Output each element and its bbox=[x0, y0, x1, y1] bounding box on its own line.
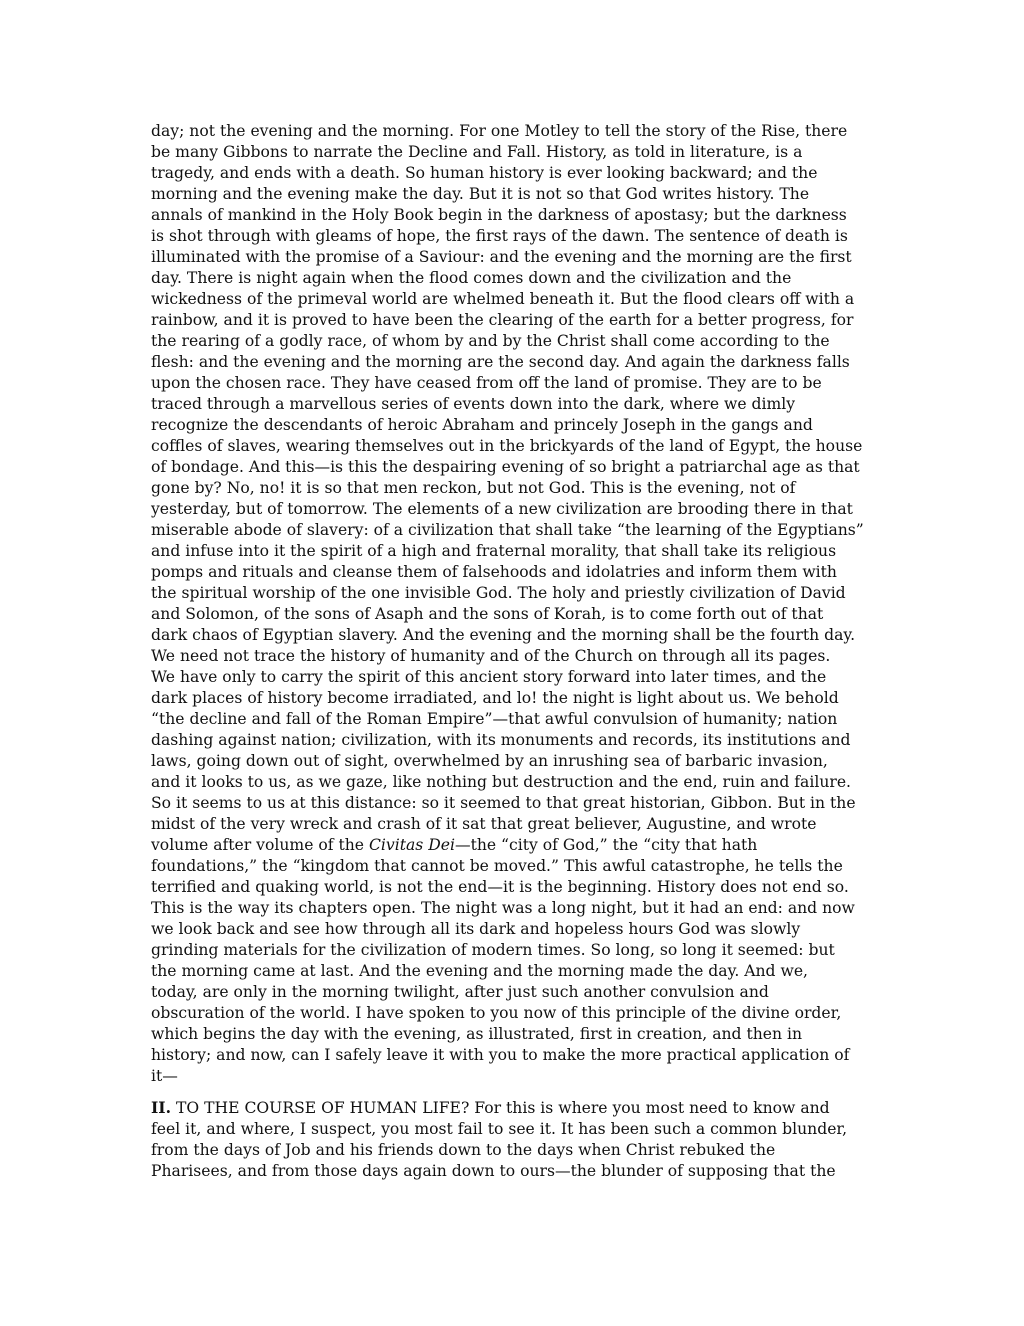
text-line: dark places of history become irradiated, and lo! the night is light about us. We behold bbox=[151, 689, 839, 707]
text-line: of bondage. And this—is this the despairing evening of so bright a patriarchal age as that bbox=[151, 458, 860, 476]
text-line: foundations,” the “kingdom that cannot be moved.” This awful catastrophe, he tells the bbox=[151, 857, 843, 875]
text-line: and infuse into it the spirit of a high and fraternal morality, that shall take its religious bbox=[151, 542, 837, 560]
text-line: the morning came at last. And the evening and the morning made the day. And we, bbox=[151, 962, 809, 980]
text-line: wickedness of the primeval world are whelmed beneath it. But the flood clears off with a bbox=[151, 290, 855, 308]
text-line: This is the way its chapters open. The night was a long night, but it had an end: and now bbox=[151, 899, 855, 917]
paragraph-section-ii bbox=[151, 1097, 879, 1182]
section-number: II. bbox=[151, 1098, 172, 1117]
text-line: we look back and see how through all its dark and hopeless hours God was slowly bbox=[151, 920, 801, 938]
text-line: and it looks to us, as we gaze, like nothing but destruction and the end, ruin and failure. bbox=[151, 773, 852, 791]
text-line: the spiritual worship of the one invisible God. The holy and priestly civilization of David bbox=[151, 584, 846, 602]
text-line: the rearing of a godly race, of whom by and by the Christ shall come according to the bbox=[151, 332, 830, 350]
text-line: pomps and rituals and cleanse them of falsehoods and idolatries and inform them with bbox=[151, 563, 837, 581]
text-line: So it seems to us at this distance: so it seemed to that great historian, Gibbon. But in the bbox=[151, 794, 856, 812]
text-line: recognize the descendants of heroic Abraham and princely Joseph in the gangs and bbox=[151, 416, 813, 434]
text-line: coffles of slaves, wearing themselves out in the brickyards of the land of Egypt, the house bbox=[151, 437, 863, 455]
text-line: rainbow, and it is proved to have been the clearing of the earth for a better progress, for bbox=[151, 311, 854, 329]
text-line: morning and the evening make the day. But it is not so that God writes history. The bbox=[151, 185, 810, 203]
text-line: feel it, and where, I suspect, you most fail to see it. It has been such a common blunder, bbox=[151, 1120, 848, 1138]
text-line: miserable abode of slavery: of a civilization that shall take “the learning of the Egyptians” bbox=[151, 521, 864, 539]
text-line: day; not the evening and the morning. For one Motley to tell the story of the Rise, there bbox=[151, 122, 848, 140]
text-line: We need not trace the history of humanity and of the Church on through all its pages. bbox=[151, 647, 831, 665]
text-line: “the decline and fall of the Roman Empire”—that awful convulsion of humanity; nation bbox=[151, 710, 838, 728]
text-line: which begins the day with the evening, as illustrated, first in creation, and then in bbox=[151, 1025, 803, 1043]
text-line: dashing against nation; civilization, with its monuments and records, its institutions and bbox=[151, 731, 851, 749]
italic-title-civitas-dei: Civitas Dei bbox=[369, 836, 455, 854]
text-line: gone by? No, no! it is so that men reckon, but not God. This is the evening, not of bbox=[151, 479, 796, 497]
document-page bbox=[151, 121, 879, 1182]
text-line: obscuration of the world. I have spoken to you now of this principle of the divine order, bbox=[151, 1004, 842, 1022]
text-line: terrified and quaking world, is not the end—it is the beginning. History does not end so. bbox=[151, 878, 849, 896]
text-segment: TO THE COURSE OF HUMAN LIFE? For this is where you most need to know and bbox=[171, 1099, 830, 1117]
text-line: is shot through with gleams of hope, the first rays of the dawn. The sentence of death is bbox=[151, 227, 848, 245]
text-segment: volume after volume of the bbox=[151, 836, 369, 854]
text-line-with-italic bbox=[151, 835, 879, 856]
text-segment: —the “city of God,” the “city that hath bbox=[454, 836, 758, 854]
text-line: it— bbox=[151, 1067, 178, 1085]
text-line: illuminated with the promise of a Saviour: and the evening and the morning are the first bbox=[151, 248, 852, 266]
text-line: day. There is night again when the flood comes down and the civilization and the bbox=[151, 269, 792, 287]
text-line: yesterday, but of tomorrow. The elements of a new civilization are brooding there in that bbox=[151, 500, 853, 518]
text-line: grinding materials for the civilization of modern times. So long, so long it seemed: but bbox=[151, 941, 835, 959]
text-line: tragedy, and ends with a death. So human history is ever looking backward; and the bbox=[151, 164, 818, 182]
text-line: Pharisees, and from those days again down to ours—the blunder of supposing that the bbox=[151, 1162, 836, 1180]
text-line: laws, going down out of sight, overwhelmed by an inrushing sea of barbaric invasion, bbox=[151, 752, 828, 770]
text-line: history; and now, can I safely leave it with you to make the more practical application of bbox=[151, 1046, 850, 1064]
text-line: flesh: and the evening and the morning are the second day. And again the darkness falls bbox=[151, 353, 850, 371]
text-line: and Solomon, of the sons of Asaph and the sons of Korah, is to come forth out of that bbox=[151, 605, 824, 623]
text-line: dark chaos of Egyptian slavery. And the evening and the morning shall be the fourth day. bbox=[151, 626, 856, 644]
text-line: annals of mankind in the Holy Book begin in the darkness of apostasy; but the darkness bbox=[151, 206, 847, 224]
text-line: from the days of Job and his friends down to the days when Christ rebuked the bbox=[151, 1141, 776, 1159]
section-heading-line bbox=[151, 1097, 879, 1119]
paragraph-history bbox=[151, 121, 879, 1087]
text-line: today, are only in the morning twilight, after just such another convulsion and bbox=[151, 983, 769, 1001]
text-line: We have only to carry the spirit of this ancient story forward into later times, and the bbox=[151, 668, 827, 686]
text-line: midst of the very wreck and crash of it sat that great believer, Augustine, and wrote bbox=[151, 815, 817, 833]
text-line: traced through a marvellous series of events down into the dark, where we dimly bbox=[151, 395, 796, 413]
text-line: be many Gibbons to narrate the Decline and Fall. History, as told in literature, is a bbox=[151, 143, 803, 161]
text-line: upon the chosen race. They have ceased from off the land of promise. They are to be bbox=[151, 374, 822, 392]
